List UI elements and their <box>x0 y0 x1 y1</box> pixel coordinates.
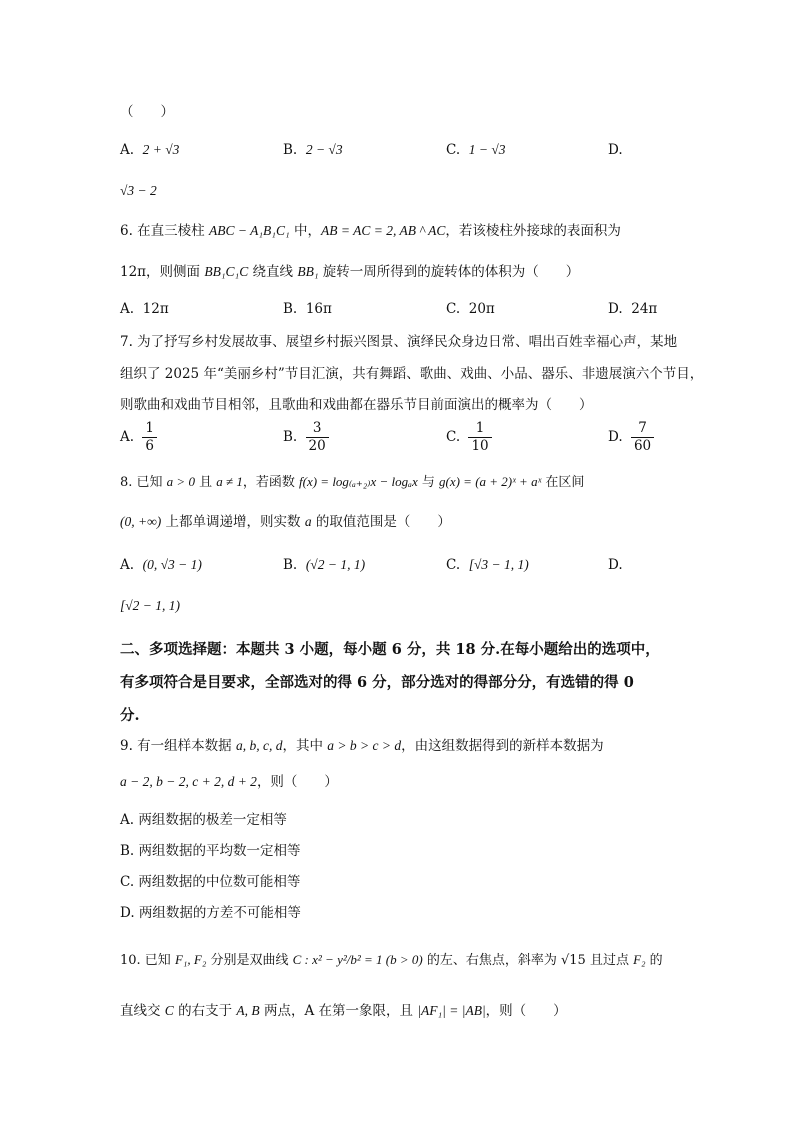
option-text: (0, √3 − 1) <box>142 557 202 572</box>
q5-option-d <box>608 140 623 160</box>
q8-option-c <box>446 555 529 575</box>
q10-stem-line2 <box>120 1001 567 1021</box>
text: 与 <box>417 475 439 490</box>
option-text: [√3 − 1, 1) <box>468 557 529 572</box>
q5-option-a <box>120 140 179 160</box>
option-label: B. <box>283 301 298 317</box>
math: |AF₁| = |AB| <box>417 1003 486 1018</box>
math: g(x) = (a + 2)ˣ + aˣ <box>439 474 542 489</box>
text: 且 <box>194 475 217 490</box>
option-text: 24π <box>631 301 658 317</box>
math: F₂ <box>633 952 646 967</box>
math: BB₁C₁C <box>204 264 249 279</box>
section-heading-line3: 分. <box>120 707 140 724</box>
q10-stem-line1 <box>120 950 663 971</box>
option-label: D. <box>608 301 623 317</box>
text: 9. 有一组样本数据 <box>120 738 236 754</box>
fraction <box>631 420 654 455</box>
text: 的取值范围是（ ） <box>311 514 451 530</box>
text: 10. 已知 <box>120 953 175 968</box>
text: ，由这组数据得到的新样本数据为 <box>401 738 604 754</box>
text: ，若函数 <box>242 475 299 490</box>
text: 的右支于 <box>173 1003 237 1019</box>
option-label: D. <box>608 142 623 158</box>
text: ，其中 <box>282 738 328 754</box>
q8-stem-line1 <box>120 472 584 493</box>
math: a, b, c, d <box>235 738 283 753</box>
numerator: 1 <box>468 420 491 438</box>
fraction <box>468 420 491 455</box>
q6-option-b <box>283 299 332 319</box>
denominator: 20 <box>308 438 326 454</box>
q5-option-c <box>446 140 506 160</box>
option-label: A. <box>120 142 135 158</box>
math: a <box>304 514 312 529</box>
q9-stem-line2 <box>120 772 338 792</box>
option-label: A. <box>120 429 135 445</box>
q8-stem-line2 <box>120 512 451 532</box>
math: f(x) = log₍ₐ₊₂₎x − logₐx <box>299 474 418 489</box>
option-label: B. <box>283 429 298 445</box>
q7-option-a <box>120 420 157 455</box>
option-text: 2 + √3 <box>142 142 180 157</box>
q6-option-d <box>608 299 657 319</box>
q7-option-d <box>608 420 654 455</box>
option-text: (√2 − 1, 1) <box>305 557 366 572</box>
fraction <box>142 420 157 455</box>
q6-stem-line1 <box>120 221 621 241</box>
q9-option-c: C. 两组数据的中位数可能相等 <box>120 874 301 890</box>
denominator: 6 <box>145 438 154 454</box>
math: AB = AC = 2, AB ^ AC <box>320 223 446 238</box>
math: BB₁ <box>297 264 319 279</box>
text: 两点，A 在第一象限，且 <box>259 1003 418 1019</box>
text: 直线交 <box>120 1003 165 1019</box>
text: ，若该棱柱外接球的表面积为 <box>445 223 621 239</box>
q9-stem-line1 <box>120 736 604 756</box>
q7-stem-line1: 7. 为了抒写乡村发展故事、展望乡村振兴图景、演绎民众身边日常、唱出百姓幸福心声，某地 <box>120 334 678 350</box>
section-heading-line1: 二、多项选择题：本题共 3 小题，每小题 6 分，共 18 分.在每小题给出的选项中， <box>120 641 660 658</box>
text: 8. 已知 <box>120 475 167 490</box>
text: 旋转一周所得到的旋转体的体积为（ ） <box>318 264 580 280</box>
math: C : x² − y²/b² = 1 (b > 0) <box>292 952 423 967</box>
q5-option-d-text: √3 − 2 <box>120 183 157 198</box>
math: a − 2, b − 2, c + 2, d + 2 <box>120 774 257 789</box>
q8-option-b <box>283 555 365 575</box>
numerator: 3 <box>306 420 329 438</box>
option-label: A. <box>120 301 135 317</box>
option-label: C. <box>446 142 461 158</box>
text: 12π，则侧面 <box>120 264 205 280</box>
text: 中， <box>289 223 321 239</box>
math: ABC − A₁B₁C₁ <box>208 223 290 238</box>
option-label: D. <box>608 429 623 445</box>
option-label: A. <box>120 557 135 573</box>
text: 在区间 <box>541 475 585 490</box>
text: 6. 在直三棱柱 <box>120 223 209 239</box>
text: ，则（ ） <box>485 1003 567 1019</box>
q7-option-b <box>283 420 329 455</box>
math: A, B <box>236 1003 260 1018</box>
q9-option-a: A. 两组数据的极差一定相等 <box>120 812 287 828</box>
option-text: 12π <box>142 301 169 317</box>
math: F₁, F₂ <box>174 952 207 967</box>
q8-option-a <box>120 555 202 575</box>
option-label: C. <box>446 301 461 317</box>
q8-option-d <box>608 555 623 575</box>
q9-option-d: D. 两组数据的方差不可能相等 <box>120 905 301 921</box>
q7-stem-line3: 则歌曲和戏曲节目相邻，且歌曲和戏曲都在器乐节目前面演出的概率为（ ） <box>120 397 593 413</box>
numerator: 1 <box>142 420 157 438</box>
q6-stem-line2 <box>120 262 579 282</box>
math: a > 0 <box>166 474 195 489</box>
text: 的左、右焦点，斜率为 √15 且过点 <box>422 953 634 968</box>
option-label: C. <box>446 557 461 573</box>
math: a > b > c > d <box>327 738 402 753</box>
q7-option-c <box>446 420 492 455</box>
numerator: 7 <box>631 420 654 438</box>
q5-stem-tail: （ ） <box>120 104 174 120</box>
option-text: 20π <box>468 301 495 317</box>
denominator: 60 <box>633 438 652 454</box>
text: ，则（ ） <box>256 774 338 790</box>
option-label: C. <box>446 429 461 445</box>
q8-option-d-text: [√2 − 1, 1) <box>120 598 181 613</box>
section-heading-line2: 有多项符合是目要求，全部选对的得 6 分，部分选对的得部分分，有选错的得 0 <box>120 674 634 691</box>
option-text: 1 − √3 <box>468 142 506 157</box>
fraction <box>306 420 329 455</box>
math: C <box>164 1003 174 1018</box>
text: 的 <box>645 953 663 968</box>
option-label: B. <box>283 557 298 573</box>
text: 上都单调递增，则实数 <box>161 514 305 530</box>
math: (0, +∞) <box>120 514 162 529</box>
q6-option-c <box>446 299 495 319</box>
q5-option-b <box>283 140 343 160</box>
option-text: 16π <box>305 301 332 317</box>
q9-option-b: B. 两组数据的平均数一定相等 <box>120 843 301 859</box>
option-text: 2 − √3 <box>305 142 343 157</box>
text: 分别是双曲线 <box>206 953 293 968</box>
q7-stem-line2: 组织了 2025 年“美丽乡村”节目汇演，共有舞蹈、歌曲、戏曲、小品、器乐、非遗展演六个节目， <box>120 366 704 382</box>
denominator: 10 <box>471 438 489 454</box>
math: a ≠ 1 <box>216 474 243 489</box>
text: 绕直线 <box>248 264 298 280</box>
option-label: D. <box>608 557 623 573</box>
q6-option-a <box>120 299 169 319</box>
option-label: B. <box>283 142 298 158</box>
